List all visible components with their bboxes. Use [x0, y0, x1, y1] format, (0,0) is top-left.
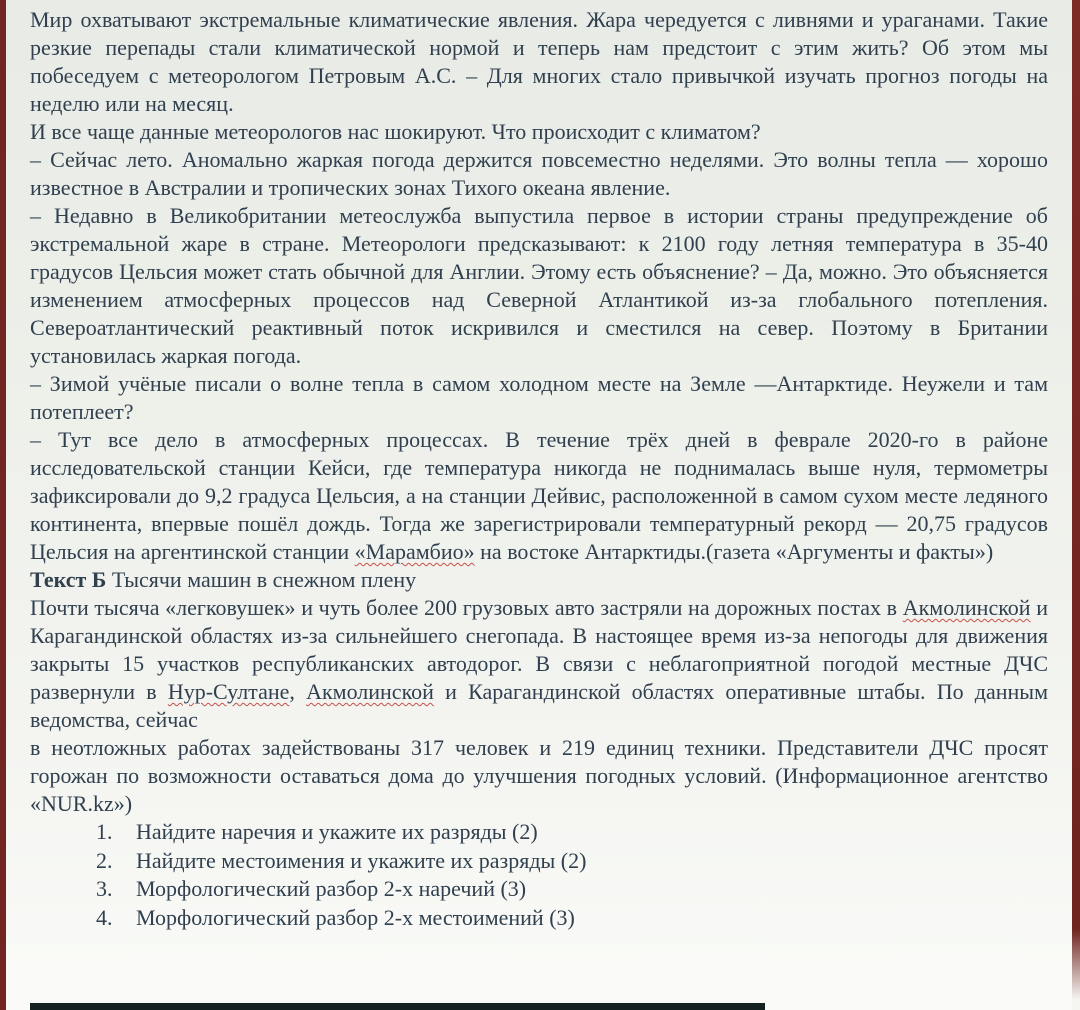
misspelled-word: «Марамбио»: [354, 539, 475, 564]
document-page: [30, 6, 1048, 932]
text-segment: и Карагандинской областях оперативные штабы. По данным ведомства, сейчас: [30, 679, 1048, 732]
task-text: Морфологический разбор 2-х наречий (3): [136, 876, 527, 901]
text-segment: – Тут все дело в атмосферных процессах. В течение трёх дней в феврале 2020-го в районе исследовательской станции Кейси, где температура никогда не поднималась выше нуля, термометры зафиксировали до 9,2 градуса Цельсия, а на станции Дейвис, расположенной в самом сухом месте ледяного континента, впервые пошёл дождь. Тогда же зарегистрировали температурный рекорд — 20,75 градусов Цельсия на аргентинской станции: [30, 427, 1048, 564]
task-item: [96, 904, 1048, 933]
task-number: 3.: [96, 876, 113, 901]
text-segment: И все чаще данные метеорологов нас шокируют. Что происходит с климатом?: [30, 119, 761, 144]
task-text: Морфологический разбор 2-х местоимений (3): [136, 904, 575, 930]
paragraph: [30, 118, 1048, 146]
paragraph: [30, 202, 1048, 370]
misspelled-word: Акмолинской: [306, 679, 434, 704]
task-list: [30, 818, 1048, 932]
misspelled-word: Акмолинской: [902, 595, 1031, 620]
misspelled-word: Нур-Султане: [167, 679, 290, 704]
text-segment: и Карагандинской областях из-за сильнейшего снегопада. В настоящее время из-за непогоды для движения закрыты 15 участков республиканских автодорог. В связи с неблагоприятной погодой местные ДЧС развернули в: [30, 595, 1048, 704]
text-segment: Мир охватывают экстремальные климатические явления. Жара чередуется с ливнями и ураганами. Такие резкие перепады стали климатической нормой и теперь нам предстоит с этим жить? Об этом мы побеседуем с метеорологом Петровым А.С. – Для многих стало привычкой изучать прогноз погоды на неделю или на месяц.: [30, 7, 1048, 116]
task-text: Найдите местоимения и укажите их разряды (2): [136, 847, 587, 873]
task-number: 4.: [96, 904, 113, 930]
task-text: Найдите наречия и укажите их разряды (2): [136, 819, 538, 844]
text-segment: в неотложных работах задействованы 317 человек и 219 единиц техники. Представители ДЧС просят горожан по возможности оставаться дома до улучшения погодных условий. (Информационное агентство «NUR.kz»): [30, 735, 1048, 816]
photo-edge-strip-right: [1072, 0, 1080, 1010]
text-segment: – Недавно в Великобритании метеослужба выпустила первое в истории страны предупреждение об экстремальной жаре в стране. Метеорологи предсказывают: к 2100 году летняя температура в 35-40 градусов Цельсия может стать обычной для Англии. Этому есть объяснение? – Да, можно. Это объясняется изменением атмосферных процессов над Северной Атлантикой из-за глобального потепления. Североатлантический реактивный поток искривился и сместился на север. Поэтому в Британии установилась жаркая погода.: [30, 203, 1048, 368]
paragraph: [30, 734, 1048, 818]
text-segment: Тысячи машин в снежном плену: [111, 567, 417, 592]
paragraph: [30, 594, 1048, 734]
bold-label: Текст Б: [30, 567, 112, 592]
text-segment: Почти тысяча «легковушек» и чуть более 200 грузовых авто застряли на дорожных постах в: [30, 595, 903, 620]
photo-edge-strip-left: [0, 0, 6, 1010]
task-number: 1.: [96, 819, 113, 844]
paragraph: [30, 426, 1048, 566]
text-segment: на востоке Антарктиды.(газета «Аргументы и факты»): [474, 539, 994, 564]
text-segment: ,: [289, 679, 307, 704]
task-item: [96, 818, 1048, 847]
document-text: [30, 6, 1048, 818]
paragraph: [30, 146, 1048, 202]
text-segment: – Сейчас лето. Аномально жаркая погода держится повсеместно неделями. Это волны тепла — хорошо известное в Австралии и тропических зонах Тихого океана явление.: [30, 147, 1048, 200]
paragraph: [30, 6, 1048, 118]
task-number: 2.: [96, 847, 113, 873]
cropped-bottom-row: [30, 1003, 765, 1010]
task-item: [96, 875, 1048, 904]
task-item: [96, 847, 1048, 876]
paragraph: [30, 370, 1048, 426]
paragraph: [30, 566, 1048, 594]
text-segment: – Зимой учёные писали о волне тепла в самом холодном месте на Земле —Антарктиде. Неужели и там потеплеет?: [30, 371, 1048, 424]
